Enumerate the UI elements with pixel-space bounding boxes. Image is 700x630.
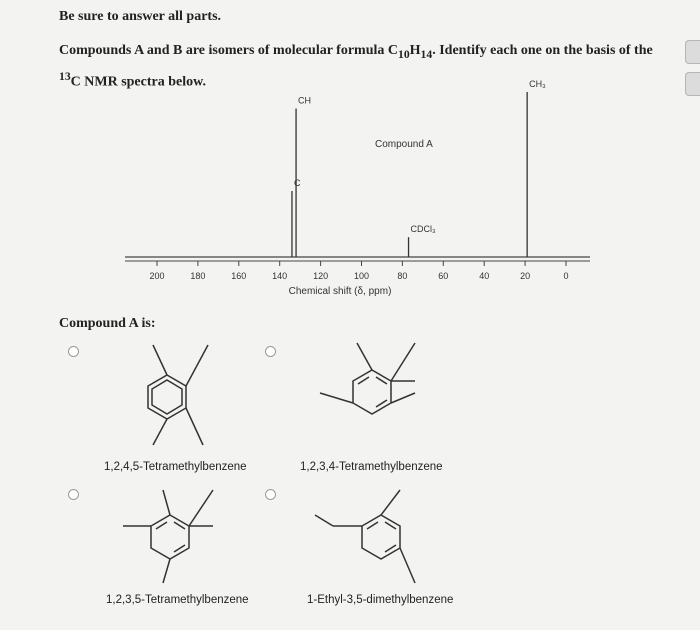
option-1-radio[interactable] xyxy=(68,346,79,357)
x-tick-label-200: 200 xyxy=(149,271,165,281)
spectrum-axis-layer xyxy=(125,257,590,281)
question-part1: Compounds A and B are isomers of molecular formula C xyxy=(59,43,398,58)
option-3-label: 1,2,3,5-Tetramethylbenzene xyxy=(106,594,249,606)
option-4-structure-icon xyxy=(305,485,435,585)
instructions-text: Be sure to answer all parts. xyxy=(59,9,222,24)
option-1-label: 1,2,4,5-Tetramethylbenzene xyxy=(104,461,247,473)
side-panel-tab-bottom[interactable] xyxy=(685,72,700,96)
subscript-14: 14 xyxy=(420,47,433,61)
question-prompt: Compound A is: xyxy=(59,316,156,331)
superscript-13: 13 xyxy=(59,69,71,83)
question-part3: C NMR spectra below. xyxy=(70,74,206,90)
x-tick-label-60: 60 xyxy=(438,271,449,281)
chart-title: Compound A xyxy=(375,139,433,150)
option-4-label: 1-Ethyl-3,5-dimethylbenzene xyxy=(307,594,454,606)
question-part2: . Identify each one on the basis of the xyxy=(432,43,653,58)
x-tick-label-160: 160 xyxy=(231,271,247,281)
option-3-radio[interactable] xyxy=(68,489,79,500)
x-tick-label-100: 100 xyxy=(353,271,370,281)
option-3-structure-icon xyxy=(118,485,238,585)
side-panel-tab-top[interactable] xyxy=(685,40,700,64)
chart-xlabel: Chemical shift (δ, ppm) xyxy=(288,286,392,297)
option-2-radio[interactable] xyxy=(265,346,276,357)
peak-label-3: CH₃ xyxy=(529,79,546,89)
option-4-radio[interactable] xyxy=(265,489,276,500)
subscript-10: 10 xyxy=(398,47,410,61)
x-tick-label-20: 20 xyxy=(520,271,531,281)
question-mid: H xyxy=(409,43,421,58)
peak-label-2: CDCl₃ xyxy=(410,224,436,235)
peak-label-1: CH xyxy=(298,95,312,106)
x-tick-label-140: 140 xyxy=(272,271,288,281)
option-2-structure-icon xyxy=(315,340,450,420)
peak-label-0: C xyxy=(293,178,301,188)
option-1-structure-icon xyxy=(118,340,238,450)
option-2-label: 1,2,3,4-Tetramethylbenzene xyxy=(300,461,443,473)
spectrum-peak-layer xyxy=(292,79,546,257)
x-tick-label-40: 40 xyxy=(479,271,490,281)
x-tick-label-120: 120 xyxy=(313,271,329,281)
x-tick-label-80: 80 xyxy=(397,271,408,281)
x-tick-label-180: 180 xyxy=(190,271,206,281)
x-tick-label-0: 0 xyxy=(563,271,569,281)
